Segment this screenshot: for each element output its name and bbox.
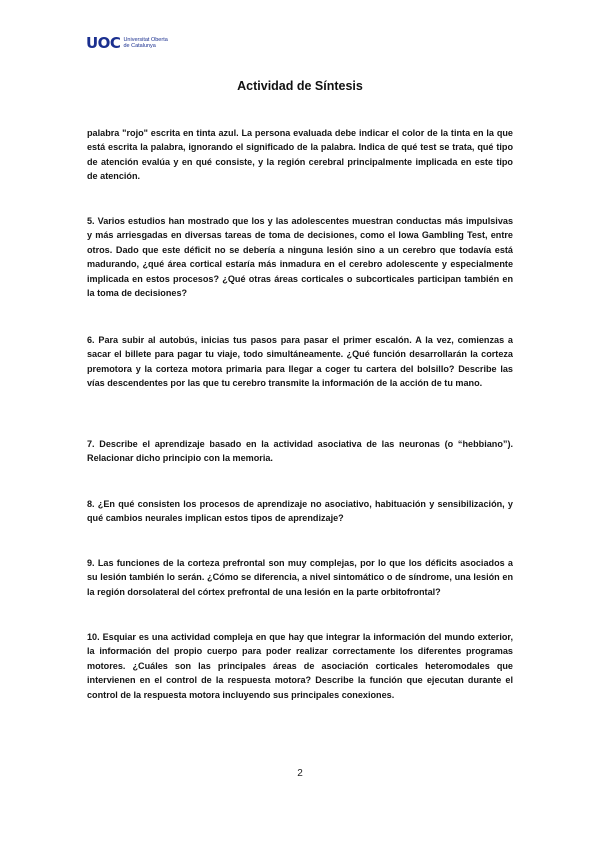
page-number: 2 — [297, 768, 303, 779]
document-title: Actividad de Síntesis — [237, 79, 363, 93]
paragraph-question-8: 8. ¿En qué consisten los procesos de aprendizaje no asociativo, habituación y sensibilización, y qué cambios neurales implican estos tipos de aprendizaje? — [87, 499, 513, 524]
paragraph-question-6: 6. Para subir al autobús, inicias tus pasos para pasar el primer escalón. A la vez, comienzas a sacar el billete para pagar tu viaje, todo simultáneamente. ¿Qué función desarrollarán la corteza premotora y la corteza motora primaria para llegar a coger tu cartera del bolsillo? Describe las vías descendentes por las que tu cerebro transmite la información de la acción de tu mano. — [87, 335, 513, 389]
university-logo — [86, 35, 168, 51]
logo-mark: UOC — [86, 34, 121, 52]
paragraph-question-10: 10. Esquiar es una actividad compleja en que hay que integrar la información del mundo exterior, la información del propio cuerpo para poder realizar correctamente los diferentes programas motores. ¿Cuáles son las principales áreas de asociación corticales heteromodales que intervienen en el control de la respuesta motora? Describe la función que ejecutan durante el control de la respuesta motora incluyendo sus principales conexiones. — [87, 632, 513, 700]
logo-text — [123, 37, 167, 49]
logo-line-2: de Catalunya — [123, 43, 156, 49]
logo-line-1: Universitat Oberta — [123, 36, 168, 43]
paragraph-question-4-continued: palabra "rojo" escrita en tinta azul. La persona evaluada debe indicar el color de la tinta en la que está escrita la palabra, ignorando el significado de la palabra. Indica de qué test se trata, qué tipo de atención evalúa y en qué consiste, y la región cerebral principalmente implicada en este tipo de atención. — [87, 128, 513, 182]
paragraph-question-9: 9. Las funciones de la corteza prefrontal son muy complejas, por lo que los déficits asociados a su lesión también lo serán. ¿Cómo se diferencia, a nivel sintomático o de síndrome, una lesión en la región dorsolateral del córtex prefrontal de una lesión en la parte orbitofrontal? — [87, 558, 513, 597]
paragraph-question-5: 5. Varios estudios han mostrado que los y las adolescentes muestran conductas más impulsivas y más arriesgadas en diversas tareas de toma de decisiones, como el Iowa Gambling Test, entre otros. Dado que este déficit no se debería a ninguna lesión sino a un cerebro que todavía está madurando, ¿qué área cortical estaría más inmadura en el cerebro adolescente y especialmente implicada en estos procesos? ¿Qué otras áreas corticales o subcorticales participan también en la toma de decisiones? — [87, 216, 513, 299]
paragraph-question-7: 7. Describe el aprendizaje basado en la actividad asociativa de las neuronas (o “hebbiano”). Relacionar dicho principio con la memoria. — [87, 439, 513, 464]
